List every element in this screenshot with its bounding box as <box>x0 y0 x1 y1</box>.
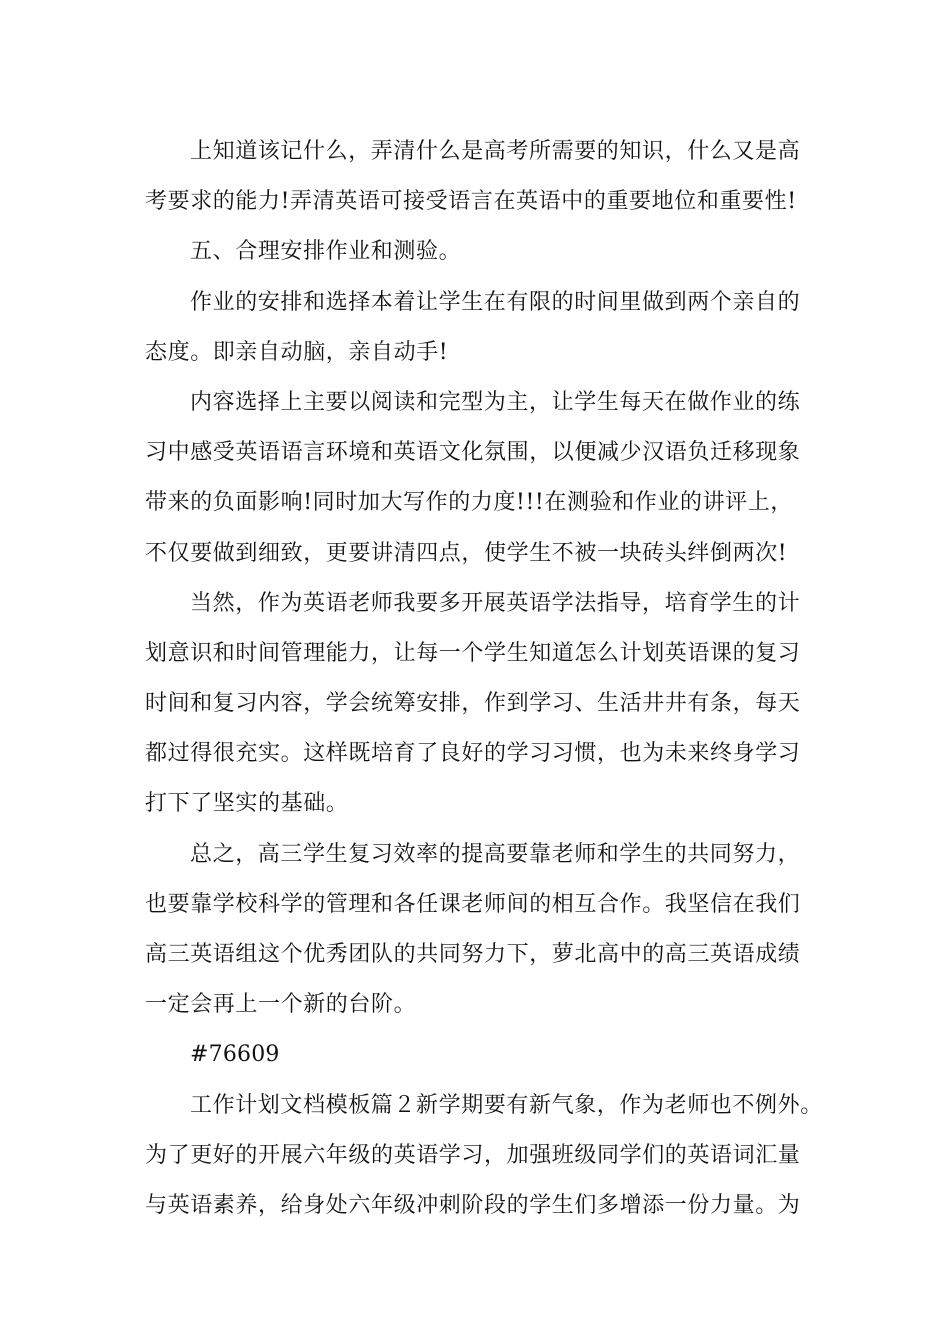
paragraph-line: 带来的负面影响!同时加大写作的力度!!!在测验和作业的讲评上， <box>145 490 793 516</box>
paragraph-line: 一定会再上一个新的台阶。 <box>145 992 417 1018</box>
document-reference-id: #76609 <box>190 1042 280 1068</box>
paragraph-line: 划意识和时间管理能力，让每一个学生知道怎么计划英语课的复习 <box>145 640 801 666</box>
paragraph-line: 总之，高三学生复习效率的提高要靠老师和学生的共同努力， <box>190 841 801 867</box>
paragraph-line: 与英语素养，给身处六年级冲刺阶段的学生们多增添一份力量。为 <box>145 1192 801 1218</box>
section-heading: 五、合理安排作业和测验。 <box>190 239 462 265</box>
paragraph-line: 也要靠学校科学的管理和各任课老师间的相互合作。我坚信在我们 <box>145 891 801 917</box>
paragraph-line: 为了更好的开展六年级的英语学习，加强班级同学们的英语词汇量 <box>145 1142 801 1168</box>
paragraph-line: 态度。即亲自动脑，亲自动手! <box>145 339 449 365</box>
paragraph-line: 不仅要做到细致，更要讲清四点，使学生不被一块砖头绊倒两次! <box>145 540 788 566</box>
paragraph-line: 时间和复习内容，学会统筹安排，作到学习、生活井井有条，每天 <box>145 691 801 717</box>
paragraph-line: 打下了坚实的基础。 <box>145 791 349 817</box>
paragraph-line: 作业的安排和选择本着让学生在有限的时间里做到两个亲自的 <box>190 289 801 315</box>
paragraph-line: 当然，作为英语老师我要多开展英语学法指导，培育学生的计 <box>190 590 801 616</box>
paragraph-line: 习中感受英语语言环境和英语文化氛围，以便减少汉语负迁移现象 <box>145 440 801 466</box>
paragraph-line: 上知道该记什么，弄清什么是高考所需要的知识，什么又是高 <box>190 139 801 164</box>
document-body <box>145 127 823 1231</box>
paragraph-line: 高三英语组这个优秀团队的共同努力下，萝北高中的高三英语成绩 <box>145 942 801 967</box>
paragraph-line: 工作计划文档模板篇２新学期要有新气象，作为老师也不例外。 <box>190 1092 823 1118</box>
paragraph-line: 都过得很充实。这样既培育了良好的学习习惯，也为未来终身学习 <box>145 741 801 767</box>
paragraph-line: 考要求的能力!弄清英语可接受语言在英语中的重要地位和重要性! <box>145 189 797 215</box>
paragraph-line: 内容选择上主要以阅读和完型为主，让学生每天在做作业的练 <box>190 389 801 415</box>
